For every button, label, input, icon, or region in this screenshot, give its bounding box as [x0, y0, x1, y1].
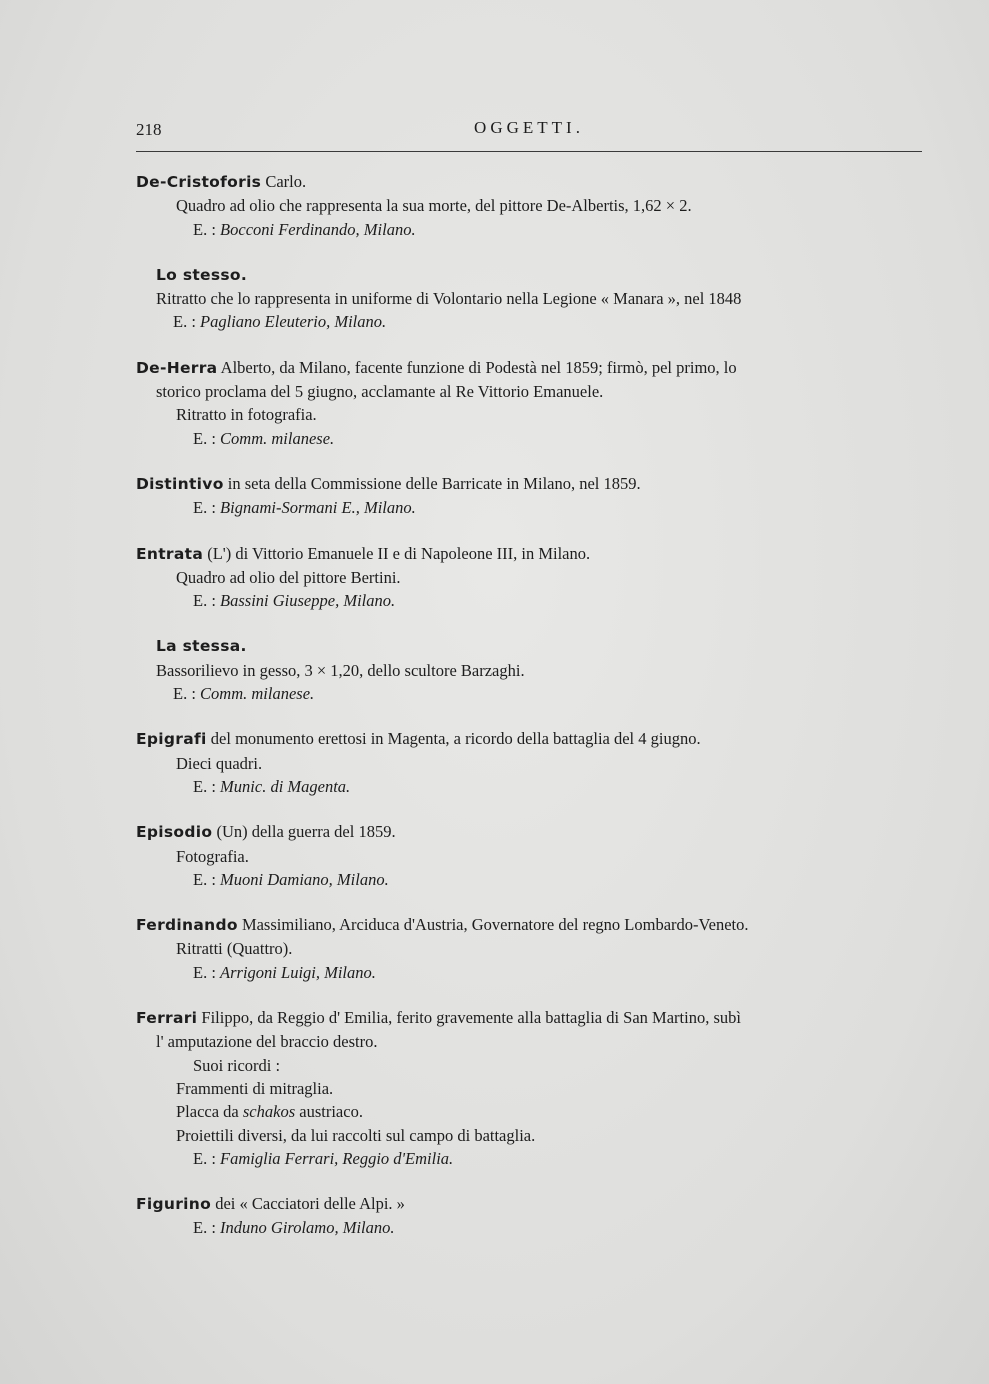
- entry-heading-line: [136, 170, 926, 194]
- entry-heading: La stessa.: [156, 637, 247, 656]
- running-title: OGGETTI.: [474, 118, 584, 137]
- entry-heading: De-Herra: [136, 358, 218, 377]
- entry-heading-line: [136, 472, 926, 496]
- entry-heading-text: Massimiliano, Arciduca d'Austria, Governatore del regno Lombardo-Veneto.: [237, 915, 749, 935]
- page-number: 218: [136, 120, 162, 139]
- entry-heading-line: [136, 1006, 926, 1030]
- entry-heading-line: [136, 913, 926, 937]
- entry-heading: Distintivo: [136, 474, 224, 493]
- entry-heading: Epigrafi: [136, 730, 207, 749]
- entry-heading-text: Filippo, da Reggio d' Emilia, ferito gravemente alla battaglia di San Martino, subì: [197, 1008, 741, 1028]
- entry-prefix: E. :: [193, 962, 221, 982]
- entry-heading-text: (Un) della guerra del 1859.: [212, 822, 396, 842]
- entry-detail-line: [136, 1054, 926, 1077]
- entry-text: storico proclama del 5 giugno, acclamante al Re Vittorio Emanuele.: [156, 382, 604, 402]
- catalog-entry: [136, 356, 926, 450]
- catalog-entry: [136, 634, 926, 705]
- entry-heading-text: Carlo.: [261, 172, 307, 191]
- entry-heading: De-Cristoforis: [136, 173, 262, 191]
- entry-heading: Entrata: [136, 544, 204, 563]
- entry-detail-line: [136, 659, 926, 682]
- entry-prefix: E. :: [193, 219, 221, 239]
- entry-owner-line: [136, 1147, 926, 1170]
- catalog-entry: [136, 472, 926, 520]
- entry-italic: Comm. milanese.: [200, 684, 315, 704]
- catalog-entry: [136, 1006, 926, 1170]
- entry-heading-line: [136, 542, 926, 566]
- entry-heading-line: [136, 263, 926, 287]
- entry-owner-line: [136, 775, 926, 798]
- entry-detail-line: [136, 1124, 926, 1147]
- entry-heading-text: (L') di Vittorio Emanuele II e di Napoleone III, in Milano.: [203, 543, 591, 563]
- entry-text: Ritratti (Quattro).: [176, 939, 293, 959]
- entry-text: Ritratto in fotografia.: [176, 405, 317, 425]
- entry-owner-line: [136, 589, 926, 612]
- entry-heading-line: [136, 634, 926, 658]
- entry-heading-line: [136, 727, 926, 751]
- entry-owner-line: [136, 961, 926, 984]
- entry-detail-line: [136, 194, 926, 217]
- entry-text: Frammenti di mitraglia.: [176, 1078, 334, 1098]
- entry-owner-line: [136, 868, 926, 891]
- running-head: [136, 118, 922, 142]
- entry-detail-line: [136, 287, 926, 310]
- entry-heading-text: dei « Cacciatori delle Alpi. »: [211, 1194, 405, 1214]
- entry-prefix: E. :: [173, 684, 201, 704]
- entry-prefix: E. :: [193, 591, 221, 611]
- entry-owner-line: [136, 682, 926, 705]
- entry-prefix: E. :: [193, 1218, 221, 1238]
- entry-text: Proiettili diversi, da lui raccolti sul campo di battaglia.: [176, 1125, 536, 1145]
- entry-text: Quadro ad olio del pittore Bertini.: [176, 567, 401, 587]
- entry-italic: schakos: [242, 1102, 296, 1122]
- entry-prefix: E. :: [173, 312, 201, 332]
- header-rule: [136, 151, 922, 152]
- entry-owner-line: [136, 310, 926, 333]
- catalog-entry: [136, 820, 926, 891]
- entry-detail-line: [136, 1100, 926, 1123]
- entry-heading-text: in seta della Commissione delle Barricate in Milano, nel 1859.: [223, 473, 641, 493]
- entry-italic: Arrigoni Luigi, Milano.: [220, 962, 376, 982]
- entry-heading: Ferdinando: [136, 916, 238, 935]
- entry-heading: Lo stesso.: [156, 265, 248, 284]
- entry-italic: Comm. milanese.: [220, 428, 335, 448]
- catalog-entry: [136, 542, 926, 613]
- entry-heading-line: [136, 356, 926, 380]
- entry-prefix: Placca da: [176, 1102, 243, 1122]
- entry-text: Ritratto che lo rappresenta in uniforme di Volontario nella Legione « Manara », nel 1848: [156, 289, 742, 309]
- catalog-entry: [136, 727, 926, 798]
- entry-text: Bassorilievo in gesso, 3 × 1,20, dello scultore Barzaghi.: [156, 660, 525, 680]
- entry-italic: Induno Girolamo, Milano.: [220, 1218, 395, 1238]
- entry-detail-line: [136, 845, 926, 868]
- entry-owner-line: [136, 427, 926, 450]
- catalog-entry: [136, 913, 926, 984]
- entry-owner-line: [136, 1216, 926, 1239]
- entry-heading: Ferrari: [136, 1009, 198, 1028]
- entry-italic: Muoni Damiano, Milano.: [220, 869, 389, 889]
- entry-text: Dieci quadri.: [176, 753, 263, 773]
- catalog-entry: [136, 1192, 926, 1240]
- entry-detail-line: [136, 1030, 926, 1053]
- entry-detail-line: [136, 752, 926, 775]
- entry-prefix: E. :: [193, 869, 221, 889]
- entry-italic: Bignami-Sormani E., Milano.: [220, 498, 416, 518]
- entry-detail-line: [136, 403, 926, 426]
- entry-prefix: E. :: [193, 776, 221, 796]
- entry-heading-text: Alberto, da Milano, facente funzione di Podestà nel 1859; firmò, pel primo, lo: [217, 357, 737, 377]
- entry-italic: Bassini Giuseppe, Milano.: [220, 591, 396, 611]
- entry-text: Suoi ricordi :: [193, 1055, 281, 1075]
- entry-heading: Figurino: [136, 1195, 212, 1214]
- entry-italic: Munic. di Magenta.: [220, 776, 351, 796]
- entry-text: l' amputazione del braccio destro.: [156, 1032, 378, 1052]
- entry-detail-line: [136, 380, 926, 403]
- catalog-entry: [136, 170, 926, 241]
- entry-prefix: E. :: [193, 1148, 221, 1168]
- entry-heading: Episodio: [136, 823, 213, 842]
- entry-detail-line: [136, 1077, 926, 1100]
- entry-detail-line: [136, 566, 926, 589]
- entry-heading-line: [136, 1192, 926, 1216]
- entry-italic: Bocconi Ferdinando, Milano.: [220, 219, 416, 239]
- entry-detail-line: [136, 937, 926, 960]
- entry-heading-text: del monumento erettosi in Magenta, a ricordo della battaglia del 4 giugno.: [206, 729, 701, 749]
- catalog-entries: [136, 170, 926, 1262]
- entry-prefix: E. :: [193, 498, 221, 518]
- catalog-entry: [136, 263, 926, 334]
- entry-italic: Famiglia Ferrari, Reggio d'Emilia.: [220, 1148, 454, 1168]
- entry-text: Quadro ad olio che rappresenta la sua morte, del pittore De-Albertis, 1,62 × 2.: [176, 196, 692, 216]
- entry-text: Fotografia.: [176, 846, 249, 866]
- entry-italic: Pagliano Eleuterio, Milano.: [200, 312, 387, 332]
- entry-owner-line: [136, 218, 926, 241]
- entry-owner-line: [136, 496, 926, 519]
- entry-heading-line: [136, 820, 926, 844]
- entry-suffix: austriaco.: [295, 1102, 363, 1122]
- entry-prefix: E. :: [193, 428, 221, 448]
